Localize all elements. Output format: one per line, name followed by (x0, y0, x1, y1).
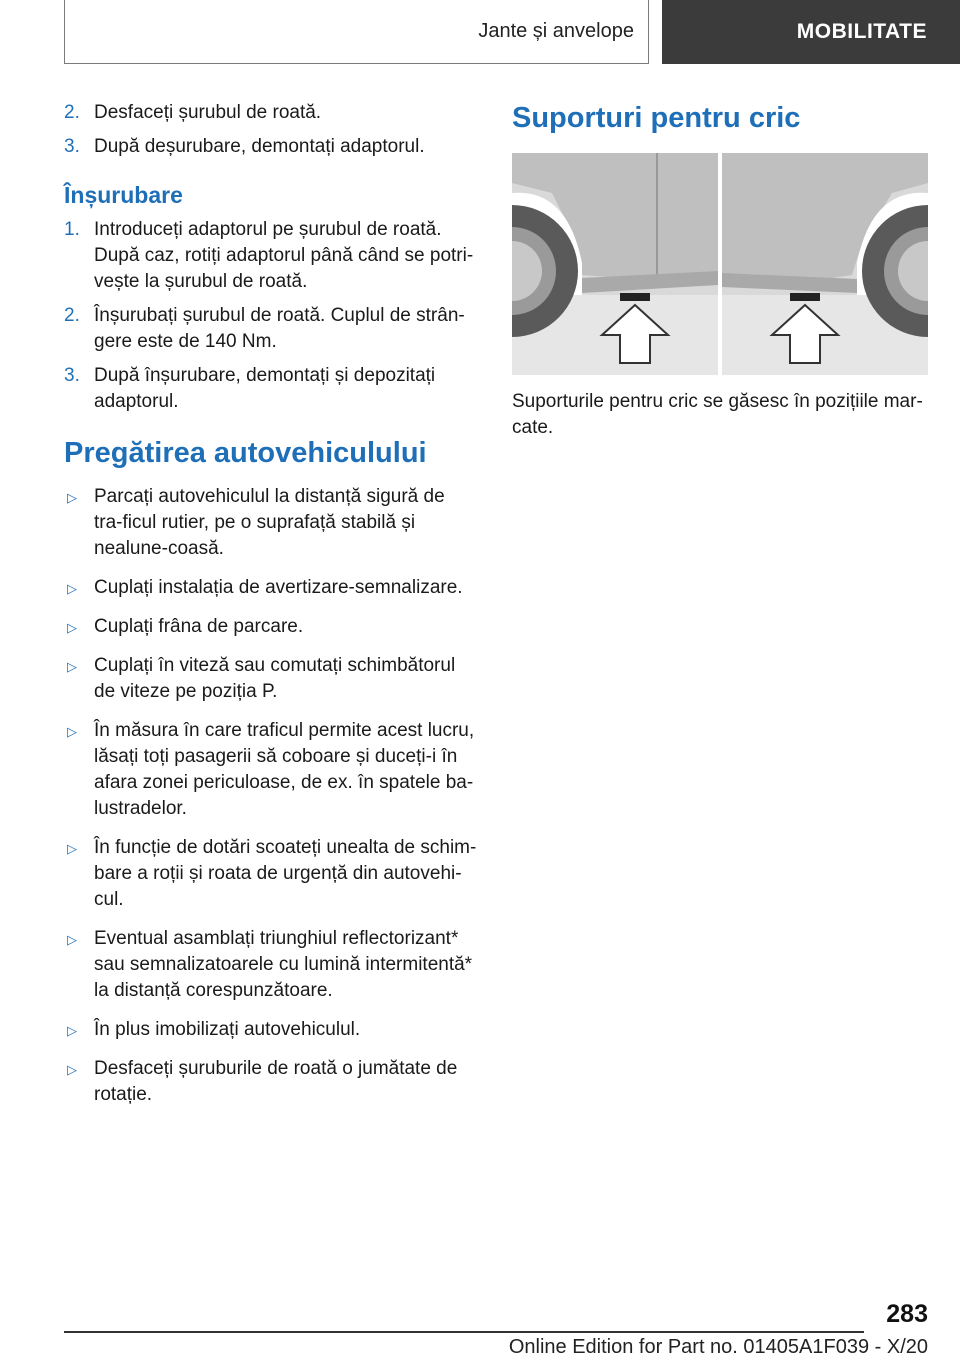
header-chapter: Jante și anvelope (478, 20, 634, 42)
header-section-box (662, 0, 960, 64)
rear-jack-panel (722, 153, 928, 375)
bullet-text: În funcție de dotări scoateți unealta de schim-bare a roții și roata de urgență din autovehi-cul. (94, 837, 477, 910)
jack-points-figure (512, 153, 928, 375)
bullet-triangle-icon: ▷ (67, 1023, 77, 1038)
header-section: MOBILITATE (796, 20, 927, 43)
step-text: După înșurubare, demontați și depozitați adaptorul. (94, 365, 436, 412)
bullet-text: Cuplați frâna de parcare. (94, 616, 304, 637)
jack-points-heading: Suporturi pentru cric (512, 102, 801, 134)
bullet-text: În plus imobilizați autovehiculul. (94, 1019, 361, 1040)
bullet-triangle-icon: ▷ (67, 620, 77, 635)
list-item (64, 835, 478, 913)
step-number: 2. (64, 102, 80, 123)
left-column (64, 100, 478, 1121)
screwing-heading: Înșurubare (64, 182, 183, 208)
step-text: Înșurubați șurubul de roată. Cuplul de strân-gere este de 140 Nm. (94, 305, 465, 352)
bullet-text: În măsura în care traficul permite acest lucru, lăsați toți pasagerii să coboare și duceți-i în afara zonei periculoase, de ex. în spatele ba-lustradelor. (94, 720, 475, 819)
list-item (64, 1017, 478, 1043)
list-item (64, 363, 478, 415)
step-number: 3. (64, 365, 80, 386)
list-item (64, 134, 478, 160)
list-item (64, 303, 478, 355)
bullet-triangle-icon: ▷ (67, 659, 77, 674)
header-chapter-box (64, 0, 649, 64)
bullet-triangle-icon: ▷ (67, 1062, 77, 1077)
list-item (64, 718, 478, 822)
front-jack-panel (512, 153, 718, 375)
page-number: 283 (886, 1300, 928, 1328)
bullet-triangle-icon: ▷ (67, 932, 77, 947)
step-number: 1. (64, 219, 80, 240)
list-item (64, 575, 478, 601)
step-number: 3. (64, 136, 80, 157)
bullet-triangle-icon: ▷ (67, 724, 77, 739)
step-text: După deșurubare, demontați adaptorul. (94, 136, 425, 157)
bullet-text: Cuplați în viteză sau comutați schimbătorul de viteze pe poziția P. (94, 655, 456, 702)
list-item (64, 614, 478, 640)
bullet-triangle-icon: ▷ (67, 841, 77, 856)
bullet-text: Desfaceți șuruburile de roată o jumătate de rotație. (94, 1058, 458, 1105)
list-item (64, 100, 478, 126)
step-text: Introduceți adaptorul pe șurubul de roată. După caz, rotiți adaptorul până când se potri-vește la șurubul de roată. (94, 219, 474, 292)
footer-divider (64, 1331, 864, 1333)
bullet-triangle-icon: ▷ (67, 581, 77, 596)
jack-points-illustration (512, 153, 928, 375)
preparation-heading: Pregătirea autovehiculului (64, 437, 427, 469)
figure-caption: Suporturile pentru cric se găsesc în pozițiile mar-cate. (512, 391, 923, 438)
list-item (64, 1056, 478, 1108)
step-number: 2. (64, 305, 80, 326)
bullet-text: Parcați autovehiculul la distanță sigură de tra-ficul rutier, pe o suprafață stabilă și nealune-coasă. (94, 486, 445, 559)
bullet-text: Cuplați instalația de avertizare-semnalizare. (94, 577, 463, 598)
step-text: Desfaceți șurubul de roată. (94, 102, 322, 123)
list-item (64, 653, 478, 705)
list-item (64, 217, 478, 295)
bullet-text: Eventual asamblați triunghiul reflectorizant* sau semnalizatoarele cu lumină intermitentă* la distanță corespunzătoare. (94, 928, 473, 1001)
right-column (512, 100, 928, 441)
bullet-triangle-icon: ▷ (67, 490, 77, 505)
list-item (64, 926, 478, 1004)
list-item (64, 484, 478, 562)
footer-edition: Online Edition for Part no. 01405A1F039 - X/20 (508, 1336, 928, 1358)
